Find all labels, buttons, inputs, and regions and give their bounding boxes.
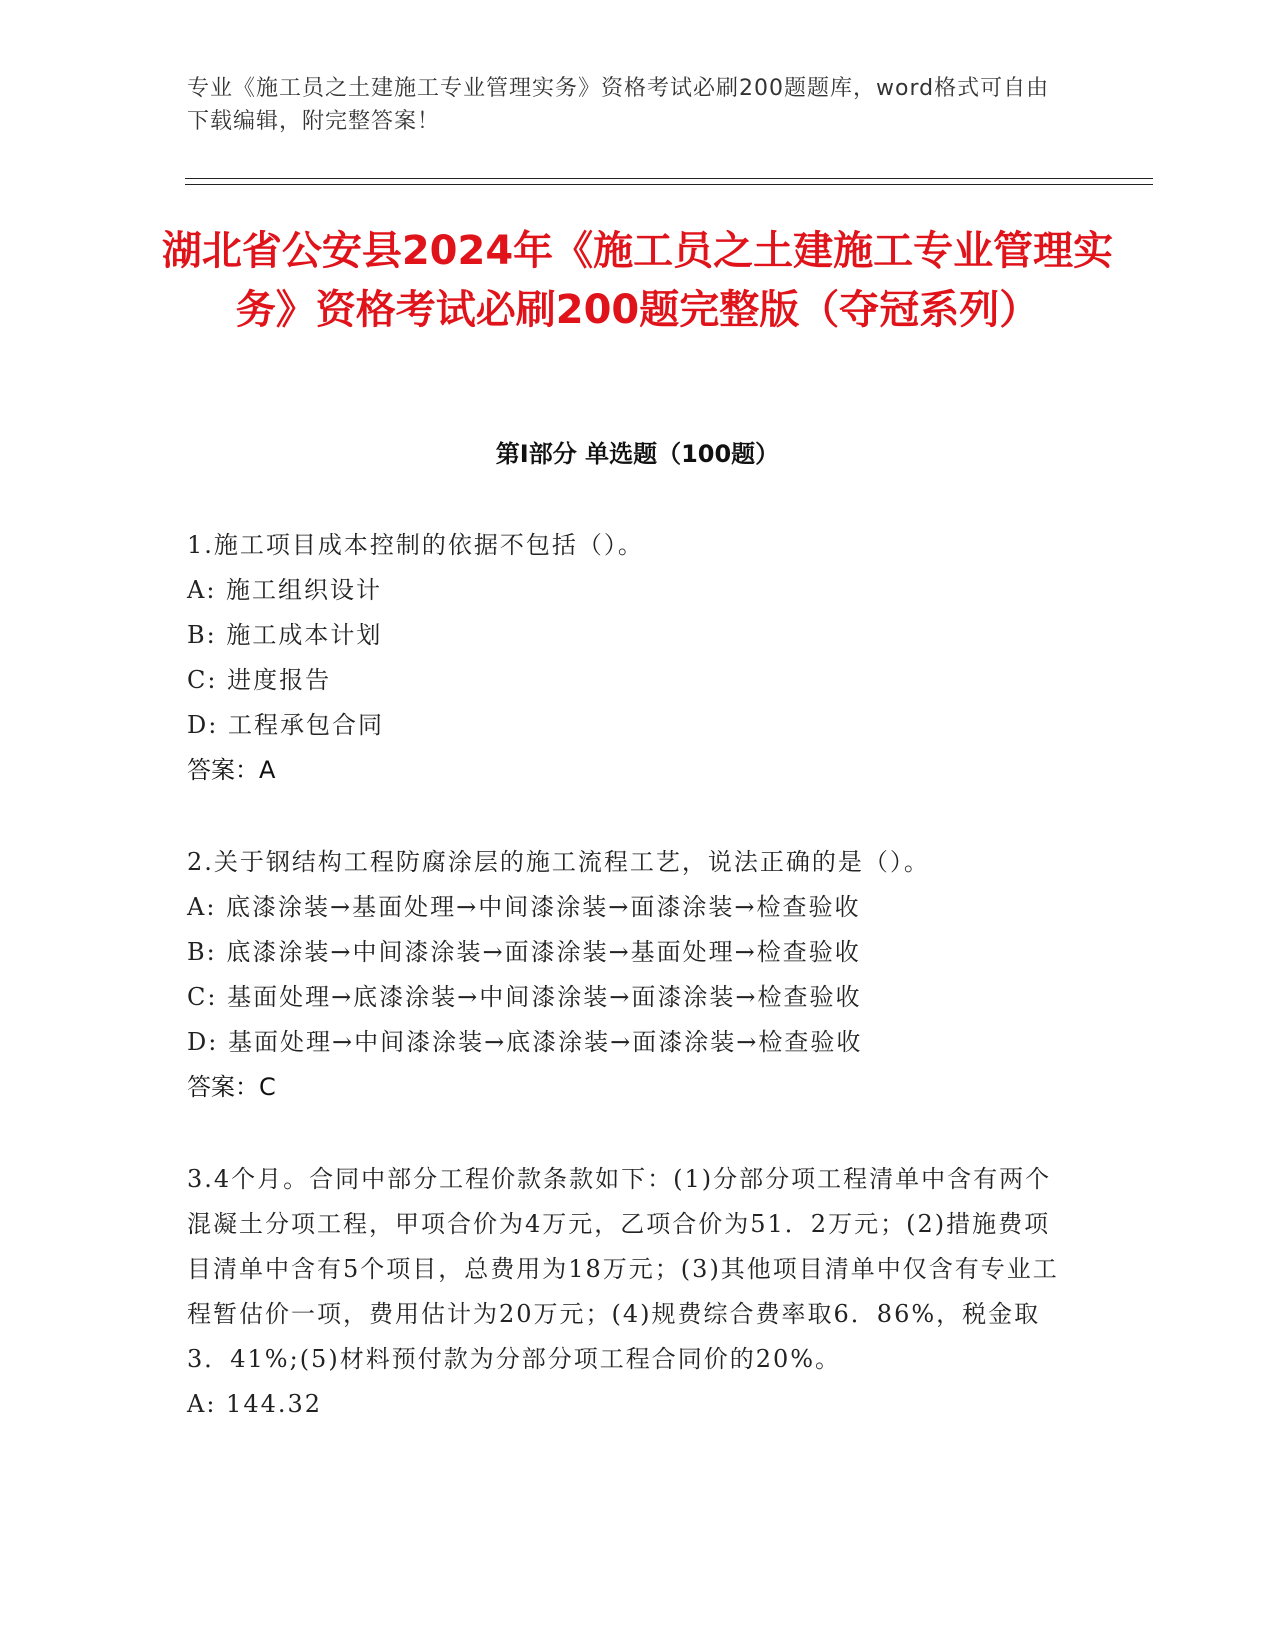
question-1 xyxy=(187,523,1067,793)
option-d: D: 基面处理→中间漆涂装→底漆涂装→面漆涂装→检查验收 xyxy=(187,1028,863,1056)
question-stem: 3.4个月。合同中部分工程价款条款如下：(1)分部分项工程清单中含有两个混凝土分项工程，甲项合价为4万元，乙项合价为51．2万元；(2)措施费项目清单中含有5个项目，总费用为18万元；(3)其他项目清单中仅含有专业工程暂估价一项，费用估计为20万元；(4)规费综合费率取6．86%，税金取3．41%;(5)材料预付款为分部分项工程合同价的20%。 xyxy=(187,1165,1059,1373)
section-heading: 第Ⅰ部分 单选题（100题） xyxy=(495,440,780,468)
option-a: A: 施工组织设计 xyxy=(187,576,383,604)
answer: 答案：A xyxy=(187,756,276,784)
option-b: B: 施工成本计划 xyxy=(187,621,383,649)
question-3 xyxy=(187,1157,1067,1427)
header-note: 专业《施工员之土建施工专业管理实务》资格考试必刷200题题库，word格式可自由下载编辑，附完整答案！ xyxy=(187,76,1050,134)
question-stem: 2.关于钢结构工程防腐涂层的施工流程工艺，说法正确的是（）。 xyxy=(187,848,930,876)
option-a: A: 144.32 xyxy=(187,1390,323,1418)
question-stem: 1.施工项目成本控制的依据不包括（）。 xyxy=(187,531,644,559)
option-c: C: 进度报告 xyxy=(187,666,332,694)
document-title: 湖北省公安县2024年《施工员之土建施工专业管理实务》资格考试必刷200题完整版（夺冠系列） xyxy=(161,228,1114,333)
option-b: B: 底漆涂装→中间漆涂装→面漆涂装→基面处理→检查验收 xyxy=(187,938,861,966)
header-divider-bottom xyxy=(185,184,1153,185)
option-c: C: 基面处理→底漆涂装→中间漆涂装→面漆涂装→检查验收 xyxy=(187,983,862,1011)
question-2 xyxy=(187,840,1067,1110)
answer: 答案：C xyxy=(187,1073,276,1101)
header-divider-top xyxy=(185,178,1153,179)
option-a: A: 底漆涂装→基面处理→中间漆涂装→面漆涂装→检查验收 xyxy=(187,893,861,921)
option-d: D: 工程承包合同 xyxy=(187,711,384,739)
